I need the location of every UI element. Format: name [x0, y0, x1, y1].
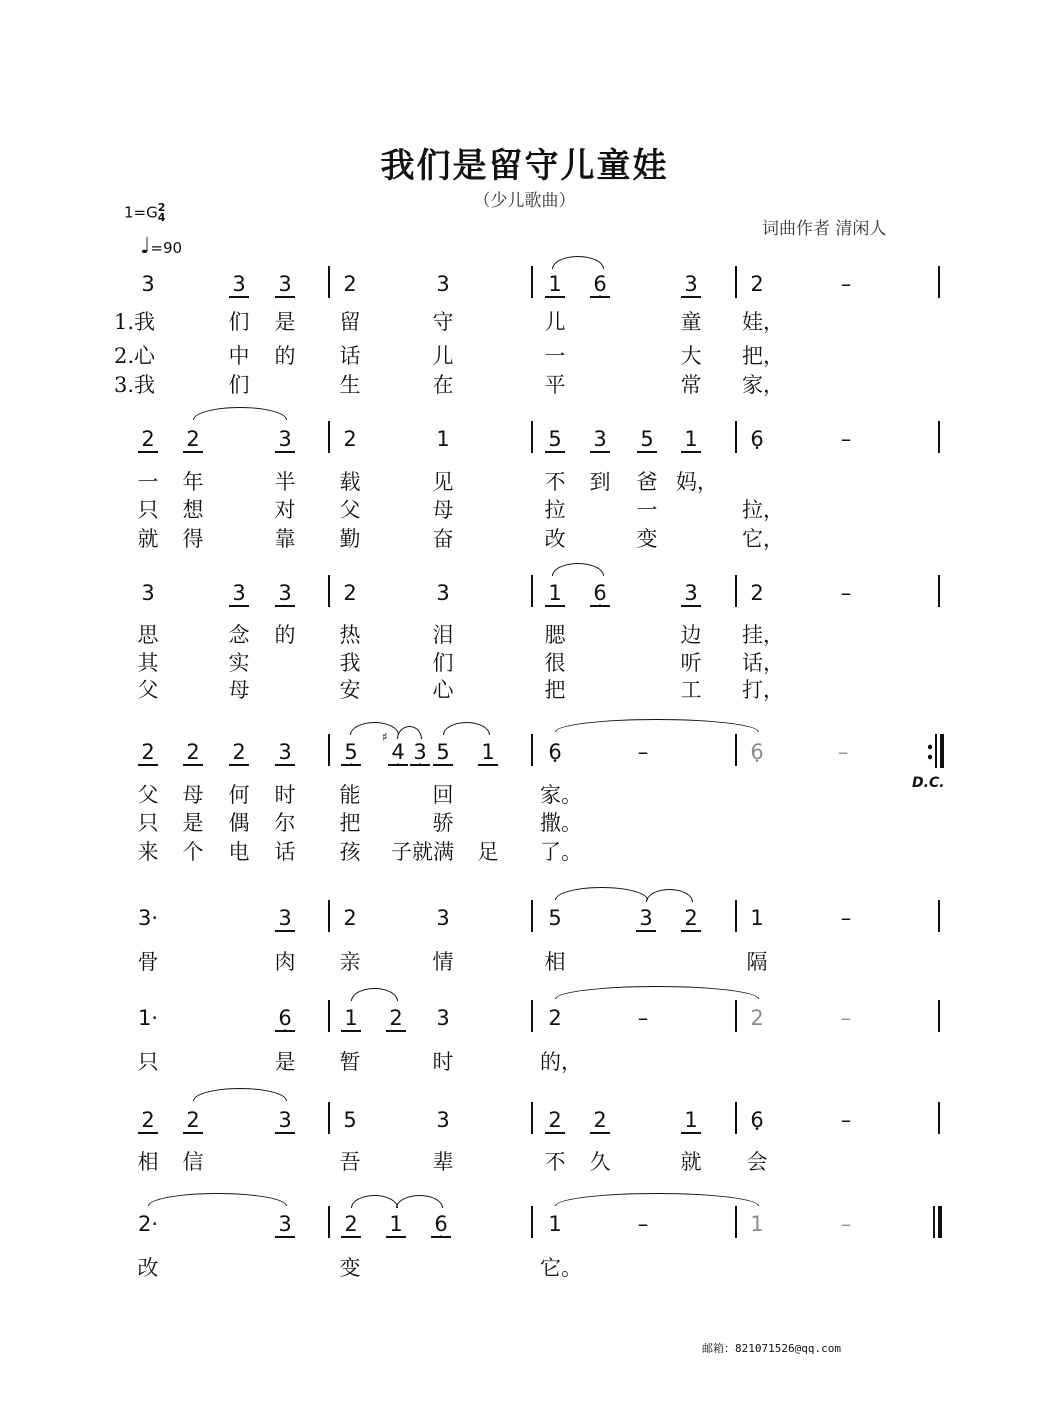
note: 2 [181, 427, 205, 451]
lyric-syllable: 撒。 [540, 811, 582, 835]
slur-arc [351, 988, 398, 1001]
lyric-syllable: 子就满 [391, 840, 454, 864]
slur-arc [351, 1195, 398, 1208]
note: 1 [679, 1108, 703, 1132]
note: 1 [339, 1006, 363, 1030]
lyric-syllable: 心 [432, 678, 454, 702]
lyric-syllable: 偶 [228, 811, 250, 835]
slur-arc [443, 722, 490, 735]
note: 3· [137, 906, 159, 930]
note: 2 [136, 427, 160, 451]
lyric-syllable: 情 [432, 950, 454, 974]
barline [328, 421, 330, 453]
lyric-syllable: 吾 [339, 1150, 361, 1174]
lyric-syllable: 们 [432, 651, 454, 675]
note: 3 [436, 1006, 450, 1030]
lyric-syllable: 生 [339, 373, 361, 397]
note: 5 [635, 427, 659, 451]
barline [328, 575, 330, 607]
time-signature [158, 203, 166, 223]
lyric-syllable: 足 [477, 840, 499, 864]
note: • 6 [429, 1212, 453, 1236]
barline [735, 900, 737, 932]
lyric-syllable: 把 [544, 678, 566, 702]
barline [328, 266, 330, 298]
barline [328, 1206, 330, 1238]
note: 2 [548, 1006, 562, 1030]
lyric-syllable: 只 [137, 811, 159, 835]
barline [938, 575, 940, 607]
lyric-syllable: 见 [432, 470, 454, 494]
lyric-syllable: 母 [432, 498, 454, 522]
note: 3 [679, 272, 703, 296]
lyric-syllable: 妈， [676, 470, 718, 494]
note: 3 [273, 1212, 297, 1236]
lyric-syllable: 变 [636, 527, 658, 551]
note: 3 [273, 906, 297, 930]
lyric-syllable: 奋 [432, 527, 454, 551]
note: 1 [679, 427, 703, 451]
note: 1 [543, 272, 567, 296]
note-dash: – [840, 581, 852, 605]
lyric-syllable: 腮 [544, 623, 566, 647]
lyric-syllable: 听 [680, 651, 702, 675]
note: 5 [431, 740, 455, 764]
note: 1 [750, 1212, 764, 1236]
lyric-syllable: 勤 [339, 527, 361, 551]
lyric-syllable: 是 [274, 310, 296, 334]
lyric-syllable: 话 [339, 344, 361, 368]
note: 3 [273, 272, 297, 296]
note: • 5 [339, 740, 363, 764]
lyric-syllable: 只 [137, 1050, 159, 1074]
note: 2· [137, 1212, 159, 1236]
note: • 6 [745, 1108, 769, 1132]
note: 2 [181, 1108, 205, 1132]
lyric-syllable: 常 [680, 373, 702, 397]
barline [328, 900, 330, 932]
lyric-syllable: 电 [228, 840, 250, 864]
note: 3 [273, 740, 297, 764]
lyric-syllable: 不 [544, 470, 566, 494]
lyric-syllable: 家， [742, 373, 784, 397]
lyric-syllable: 骄 [432, 811, 454, 835]
note: 1 [476, 740, 500, 764]
barline [531, 734, 533, 766]
note: • 3 [408, 740, 432, 764]
lyric-syllable: 信 [182, 1150, 204, 1174]
lyric-syllable: 实 [228, 651, 250, 675]
slur-arc [552, 563, 604, 576]
note: 3 [273, 427, 297, 451]
lyric-syllable: 很 [544, 651, 566, 675]
sharp-sign: ♯ [382, 730, 388, 744]
lyric-syllable: 会 [746, 1150, 768, 1174]
note: 3 [273, 581, 297, 605]
barline [938, 1000, 940, 1032]
note: 1 [436, 427, 450, 451]
lyric-syllable: 安 [339, 678, 361, 702]
lyric-syllable: 父 [137, 783, 159, 807]
barline [938, 1102, 940, 1134]
lyric-syllable: 辈 [432, 1150, 454, 1174]
lyric-syllable: 靠 [274, 527, 296, 551]
lyric-syllable: 相 [544, 950, 566, 974]
note: 2 [136, 740, 160, 764]
slur-arc [555, 986, 759, 999]
lyric-syllable: 拉， [742, 498, 784, 522]
lyric-syllable: 隔 [746, 950, 768, 974]
lyric-syllable: 的 [274, 344, 296, 368]
lyric-syllable: 边 [680, 623, 702, 647]
note: 2 [679, 906, 703, 930]
time-sig-bottom: 4 [157, 211, 166, 224]
lyric-syllable: 半 [274, 470, 296, 494]
note: 1 [548, 1212, 562, 1236]
note: • 6 [588, 272, 612, 296]
note-dash: – [840, 1108, 852, 1132]
barline [735, 1000, 737, 1032]
lyric-syllable: 变 [339, 1256, 361, 1280]
lyric-syllable: 只 [137, 498, 159, 522]
note-dash: – [637, 740, 649, 764]
slur-arc [350, 722, 399, 735]
lyric-syllable: 想 [182, 498, 204, 522]
lyric-syllable: 儿 [432, 344, 454, 368]
lyric-syllable: 就 [680, 1150, 702, 1174]
lyric-syllable: 守 [432, 310, 454, 334]
note: 2 [384, 1006, 408, 1030]
lyric-syllable: 时 [432, 1050, 454, 1074]
barline [940, 734, 944, 768]
lyric-syllable: 到 [589, 470, 611, 494]
lyric-syllable: 暂 [339, 1050, 361, 1074]
lyric-syllable: 们 [228, 310, 250, 334]
note: • 6 [543, 740, 567, 764]
slur-arc [552, 256, 604, 269]
key-signature [124, 203, 165, 223]
repeat-dots [928, 742, 932, 762]
time-sig-top: 2 [157, 201, 166, 214]
dc-marking: D.C. [912, 775, 945, 791]
barline [933, 1206, 935, 1238]
barline [328, 1000, 330, 1032]
lyric-syllable: 童 [680, 310, 702, 334]
lyric-syllable: 把 [339, 811, 361, 835]
lyric-syllable: 家。 [540, 783, 582, 807]
lyric-syllable: 把， [742, 344, 784, 368]
note: 2 [750, 1006, 764, 1030]
lyric-syllable: 大 [680, 344, 702, 368]
barline [531, 1000, 533, 1032]
note: 1 [543, 581, 567, 605]
note: 2 [543, 1108, 567, 1132]
author-credit: 词曲作者 清闲人 [762, 219, 887, 239]
lyric-syllable: 何 [228, 783, 250, 807]
note: 3 [227, 581, 251, 605]
slur-arc [193, 407, 287, 420]
note-dash: – [637, 1006, 649, 1030]
lyric-syllable: 2.心 [114, 344, 156, 368]
lyric-syllable: 改 [544, 527, 566, 551]
lyric-syllable: 就 [137, 527, 159, 551]
barline [938, 1206, 942, 1238]
lyric-syllable: 留 [339, 310, 361, 334]
barline [328, 1102, 330, 1134]
lyric-syllable: 平 [544, 373, 566, 397]
tempo-marking [140, 234, 182, 259]
lyric-syllable: 能 [339, 783, 361, 807]
slur-arc [397, 726, 422, 739]
lyric-syllable: 是 [182, 811, 204, 835]
slur-arc [555, 887, 648, 900]
note: 5 [548, 906, 562, 930]
note: 3 [227, 272, 251, 296]
lyric-syllable: 泪 [432, 623, 454, 647]
lyric-syllable: 相 [137, 1150, 159, 1174]
barline [938, 421, 940, 453]
note: 3 [436, 906, 450, 930]
lyric-syllable: 个 [182, 840, 204, 864]
lyric-syllable: 亲 [339, 950, 361, 974]
lyric-syllable: 得 [182, 527, 204, 551]
barline [938, 266, 940, 298]
note: 2 [343, 272, 357, 296]
quarter-note-icon: ♩ [140, 234, 151, 259]
note: 3 [588, 427, 612, 451]
lyric-syllable: 母 [228, 678, 250, 702]
note: 2 [136, 1108, 160, 1132]
lyric-syllable: 娃， [742, 310, 784, 334]
lyric-syllable: 久 [589, 1150, 611, 1174]
lyric-syllable: 其 [137, 651, 159, 675]
lyric-syllable: 年 [182, 470, 204, 494]
note: • 4 [386, 740, 410, 764]
barline [328, 734, 330, 766]
note-dash: – [840, 272, 852, 296]
note: 5 [343, 1108, 357, 1132]
note: 2 [227, 740, 251, 764]
song-title: 我们是留守儿童娃 [380, 146, 669, 186]
lyric-syllable: 我 [339, 651, 361, 675]
lyric-syllable: 3.我 [114, 373, 156, 397]
note-dash: – [840, 1006, 852, 1030]
lyric-syllable: 改 [137, 1256, 159, 1280]
lyric-syllable: 在 [432, 373, 454, 397]
note-dash: – [637, 1212, 649, 1236]
lyric-syllable: 母 [182, 783, 204, 807]
lyric-syllable: 骨 [137, 950, 159, 974]
barline [531, 266, 533, 298]
barline [735, 1102, 737, 1134]
tempo-value: =90 [150, 239, 183, 257]
lyric-syllable: 儿 [544, 310, 566, 334]
lyric-syllable: 打， [742, 678, 784, 702]
lyric-syllable: 是 [274, 1050, 296, 1074]
lyric-syllable: 1.我 [114, 310, 156, 334]
note: 3 [436, 272, 450, 296]
slur-arc [193, 1088, 287, 1101]
note: 2 [181, 740, 205, 764]
lyric-syllable: 工 [680, 678, 702, 702]
footer-email: 邮箱：821071526@qq.com [702, 1342, 841, 1355]
note: 3 [141, 581, 155, 605]
lyric-syllable: 的 [274, 623, 296, 647]
lyric-syllable: 父 [339, 498, 361, 522]
note: 5 [543, 427, 567, 451]
note: 3 [634, 906, 658, 930]
lyric-syllable: 的， [540, 1050, 582, 1074]
note: 1 [750, 906, 764, 930]
lyric-syllable: 肉 [274, 950, 296, 974]
slur-arc [646, 889, 693, 902]
lyric-syllable: 载 [339, 470, 361, 494]
note: 3 [141, 272, 155, 296]
lyric-syllable: 话 [274, 840, 296, 864]
note: 2 [343, 581, 357, 605]
note-dash: – [840, 427, 852, 451]
lyric-syllable: 思 [137, 623, 159, 647]
lyric-syllable: 它， [742, 527, 784, 551]
lyric-syllable: 挂， [742, 623, 784, 647]
lyric-syllable: 父 [137, 678, 159, 702]
slur-arc [555, 719, 759, 732]
note: 3 [273, 1108, 297, 1132]
lyric-syllable: 孩 [339, 840, 361, 864]
lyric-syllable: 一 [544, 344, 566, 368]
lyric-syllable: 尔 [274, 811, 296, 835]
lyric-syllable: 话， [742, 651, 784, 675]
note: 3 [679, 581, 703, 605]
lyric-syllable: 爸 [636, 470, 658, 494]
note-dash: – [840, 906, 852, 930]
lyric-syllable: 不 [544, 1150, 566, 1174]
note: 1 [384, 1212, 408, 1236]
barline [735, 575, 737, 607]
note: 2 [343, 906, 357, 930]
barline [531, 1102, 533, 1134]
note: 1· [137, 1006, 159, 1030]
lyric-syllable: 它。 [540, 1256, 582, 1280]
lyric-syllable: 热 [339, 623, 361, 647]
barline [938, 900, 940, 932]
note: 2 [343, 427, 357, 451]
barline [531, 1206, 533, 1238]
lyric-syllable: 念 [228, 623, 250, 647]
note: • 6 [745, 427, 769, 451]
lyric-syllable: 们 [228, 373, 250, 397]
lyric-syllable: 一 [137, 470, 159, 494]
barline [735, 421, 737, 453]
barline [531, 421, 533, 453]
note: 3 [436, 1108, 450, 1132]
slur-arc [555, 1193, 759, 1206]
song-subtitle: （少儿歌曲） [473, 191, 576, 211]
lyric-syllable: 来 [137, 840, 159, 864]
lyric-syllable: 时 [274, 783, 296, 807]
note: • 6 [273, 1006, 297, 1030]
note: • 6 [745, 740, 769, 764]
barline [531, 900, 533, 932]
lyric-syllable: 对 [274, 498, 296, 522]
note: 2 [339, 1212, 363, 1236]
lyric-syllable: 中 [228, 344, 250, 368]
note: 3 [436, 581, 450, 605]
key-label: 1=G [124, 203, 158, 222]
note-dash: – [840, 1212, 852, 1236]
barline [935, 734, 937, 768]
barline [735, 266, 737, 298]
note: 2 [750, 272, 764, 296]
slur-arc [148, 1193, 287, 1206]
lyric-syllable: 回 [432, 783, 454, 807]
lyric-syllable: 拉 [544, 498, 566, 522]
lyric-syllable: 了。 [540, 840, 582, 864]
note: 2 [750, 581, 764, 605]
barline [531, 575, 533, 607]
barline [735, 1206, 737, 1238]
note: • 6 [588, 581, 612, 605]
note: 2 [588, 1108, 612, 1132]
barline [735, 734, 737, 766]
lyric-syllable: 一 [636, 498, 658, 522]
slur-arc [396, 1195, 443, 1208]
note-dash: – [837, 740, 849, 764]
